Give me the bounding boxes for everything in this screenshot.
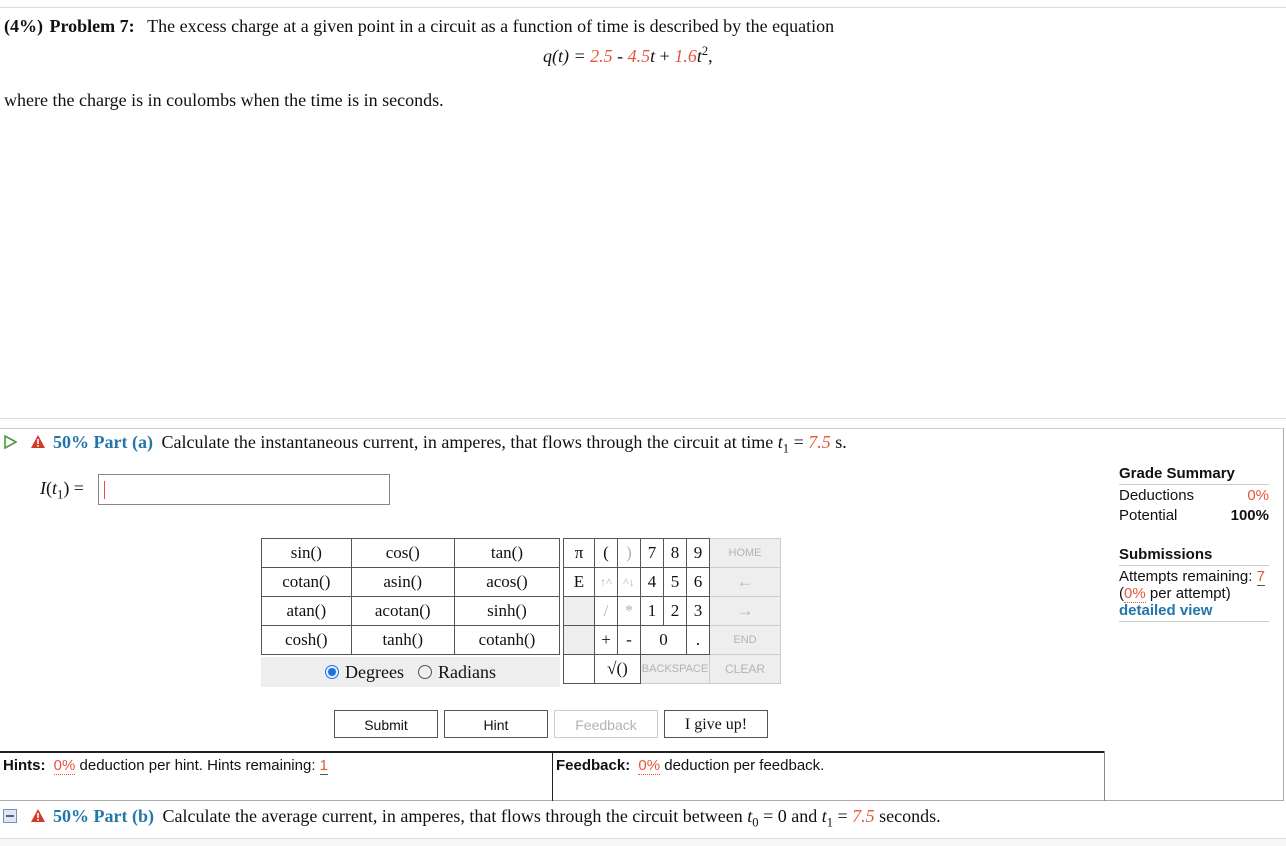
key-sin[interactable]: sin() [262, 539, 352, 568]
key-multiply[interactable]: * [618, 597, 641, 626]
per-open: ( [1119, 585, 1124, 602]
key-tanh[interactable]: tanh() [351, 626, 454, 655]
per-attempt-text: per attempt) [1145, 585, 1231, 602]
per-attempt [1119, 585, 1269, 602]
key-backspace[interactable]: BACKSPACE [641, 655, 710, 684]
potential-label: Potential [1119, 507, 1178, 524]
problem-statement: The excess charge at a given point in a circuit as a function of time is described by the equation [147, 16, 835, 36]
key-cos[interactable]: cos() [351, 539, 454, 568]
key-clear[interactable]: CLEAR [710, 655, 781, 684]
feedback-text: deduction per feedback. [660, 757, 825, 774]
key-9[interactable]: 9 [687, 539, 710, 568]
answer-label [40, 478, 84, 503]
comma: , [708, 46, 713, 66]
play-triangle-icon[interactable] [3, 435, 17, 449]
hints-text: deduction per hint. Hints remaining: [75, 757, 320, 774]
part-b-t0-sub: 0 [752, 815, 759, 830]
hints-remaining: 1 [319, 757, 329, 774]
part-a-unit: s. [830, 432, 847, 452]
function-keypad [261, 538, 560, 655]
attempts-label: Attempts remaining: [1119, 568, 1257, 585]
key-1[interactable]: 1 [641, 597, 664, 626]
key-blank-3 [564, 655, 595, 684]
var-t: t [650, 46, 656, 66]
degrees-label: Degrees [345, 661, 404, 682]
hints-bar-right [1104, 751, 1105, 801]
attempts-remaining [1119, 568, 1269, 585]
key-4[interactable]: 4 [641, 568, 664, 597]
deductions-label: Deductions [1119, 487, 1195, 504]
key-acotan[interactable]: acotan() [351, 597, 454, 626]
label-t: t [52, 478, 58, 498]
per-attempt-pct: 0% [1124, 585, 1146, 602]
part-b-header [3, 806, 941, 831]
part-a-divider [0, 418, 1286, 419]
part-b-time-value: 7.5 [852, 806, 875, 826]
coef-a: 2.5 [590, 46, 613, 66]
key-3[interactable]: 3 [687, 597, 710, 626]
key-plus[interactable]: + [595, 626, 618, 655]
attempts-value: 7 [1256, 568, 1265, 585]
problem-title: Problem 7: [49, 16, 135, 36]
give-up-button[interactable]: I give up! [664, 710, 768, 738]
part-b-t0-eq: = 0 and [758, 806, 822, 826]
key-cotan[interactable]: cotan() [262, 568, 352, 597]
key-left-arrow[interactable]: ← [710, 568, 781, 597]
key-8[interactable]: 8 [664, 539, 687, 568]
answer-input[interactable] [98, 474, 390, 505]
deductions-row [1119, 487, 1269, 504]
key-down[interactable]: ^↓ [618, 568, 641, 597]
part-b-t1: t [821, 806, 827, 826]
key-e[interactable]: E [564, 568, 595, 597]
angle-mode-group [261, 657, 560, 687]
label-t-sub: 1 [57, 487, 64, 502]
part-b-label[interactable]: 50% Part (b) [53, 806, 154, 826]
key-0[interactable]: 0 [641, 626, 687, 655]
minus-sign: - [612, 46, 628, 66]
key-cosh[interactable]: cosh() [262, 626, 352, 655]
submit-button[interactable]: Submit [334, 710, 438, 738]
part-b-t0: t [747, 806, 753, 826]
top-divider [0, 7, 1286, 8]
warning-icon [30, 808, 46, 823]
feedback-button[interactable]: Feedback [554, 710, 658, 738]
key-tan[interactable]: tan() [454, 539, 559, 568]
key-5[interactable]: 5 [664, 568, 687, 597]
feedback-info [556, 757, 824, 774]
detailed-view-link[interactable]: detailed view [1119, 602, 1269, 622]
number-keypad [563, 538, 781, 684]
feedback-label: Feedback: [556, 757, 631, 774]
coef-b: 4.5 [627, 46, 651, 66]
key-blank-2 [564, 626, 595, 655]
part-a-question: Calculate the instantaneous current, in amperes, that flows through the circuit at time [161, 432, 778, 452]
potential-row [1119, 507, 1269, 524]
submissions-title: Submissions [1119, 546, 1269, 566]
key-blank [564, 597, 595, 626]
problem-header [4, 16, 834, 37]
grade-summary-title: Grade Summary [1119, 465, 1269, 485]
key-lparen[interactable]: ( [595, 539, 618, 568]
part-a-header [3, 432, 847, 457]
radians-radio[interactable] [418, 665, 432, 679]
key-dot[interactable]: . [687, 626, 710, 655]
units-text: where the charge is in coulombs when the time is in seconds. [4, 90, 444, 110]
key-minus[interactable]: - [618, 626, 641, 655]
key-end[interactable]: END [710, 626, 781, 655]
grade-summary [1119, 465, 1269, 622]
collapse-icon[interactable] [3, 809, 17, 823]
hint-button[interactable]: Hint [444, 710, 548, 738]
coef-c: 1.6 [674, 46, 697, 66]
part-a-t-sub: 1 [782, 441, 790, 456]
key-7[interactable]: 7 [641, 539, 664, 568]
hints-info [3, 757, 328, 774]
key-6[interactable]: 6 [687, 568, 710, 597]
key-2[interactable]: 2 [664, 597, 687, 626]
part-a-eq: = [789, 432, 809, 452]
key-pi[interactable]: π [564, 539, 595, 568]
key-acos[interactable]: acos() [454, 568, 559, 597]
part-b-t1-eq: = [833, 806, 853, 826]
key-atan[interactable]: atan() [262, 597, 352, 626]
label-paren: ( [46, 478, 52, 498]
deductions-value: 0% [1247, 487, 1269, 504]
key-sqrt[interactable]: √() [595, 655, 641, 684]
part-b-question: Calculate the average current, in amperes, that flows through the circuit between [162, 806, 748, 826]
part-a-label: 50% Part (a) [53, 432, 153, 452]
potential-value: 100% [1230, 507, 1269, 524]
hints-bar-separator [552, 751, 553, 801]
degrees-radio[interactable] [325, 665, 339, 679]
key-right-arrow[interactable]: → [710, 597, 781, 626]
part-b-unit: seconds. [874, 806, 941, 826]
key-cotanh[interactable]: cotanh() [454, 626, 559, 655]
part-b-t1-sub: 1 [826, 815, 834, 830]
key-divide[interactable]: / [595, 597, 618, 626]
hints-label: Hints: [3, 757, 46, 774]
radians-label: Radians [437, 661, 496, 682]
exponent: 2 [701, 44, 709, 58]
warning-icon [30, 434, 46, 449]
key-up[interactable]: ↑^ [595, 568, 618, 597]
part-a-t: t [777, 432, 783, 452]
problem-weight: (4%) [4, 16, 43, 36]
hint-deduction: 0% [53, 757, 76, 774]
feedback-deduction: 0% [638, 757, 661, 774]
key-sinh[interactable]: sinh() [454, 597, 559, 626]
label-rest: ) = [63, 478, 84, 498]
var-t-squared: t [696, 46, 702, 66]
key-home[interactable]: HOME [710, 539, 781, 568]
plus-sign: + [655, 46, 675, 66]
label-I: I [40, 478, 46, 498]
key-asin[interactable]: asin() [351, 568, 454, 597]
part-a-time-value: 7.5 [808, 432, 831, 452]
key-rparen[interactable]: ) [618, 539, 641, 568]
text-cursor [104, 481, 105, 499]
equation-lhs: q(t) = [543, 46, 591, 66]
charge-equation [543, 44, 713, 67]
